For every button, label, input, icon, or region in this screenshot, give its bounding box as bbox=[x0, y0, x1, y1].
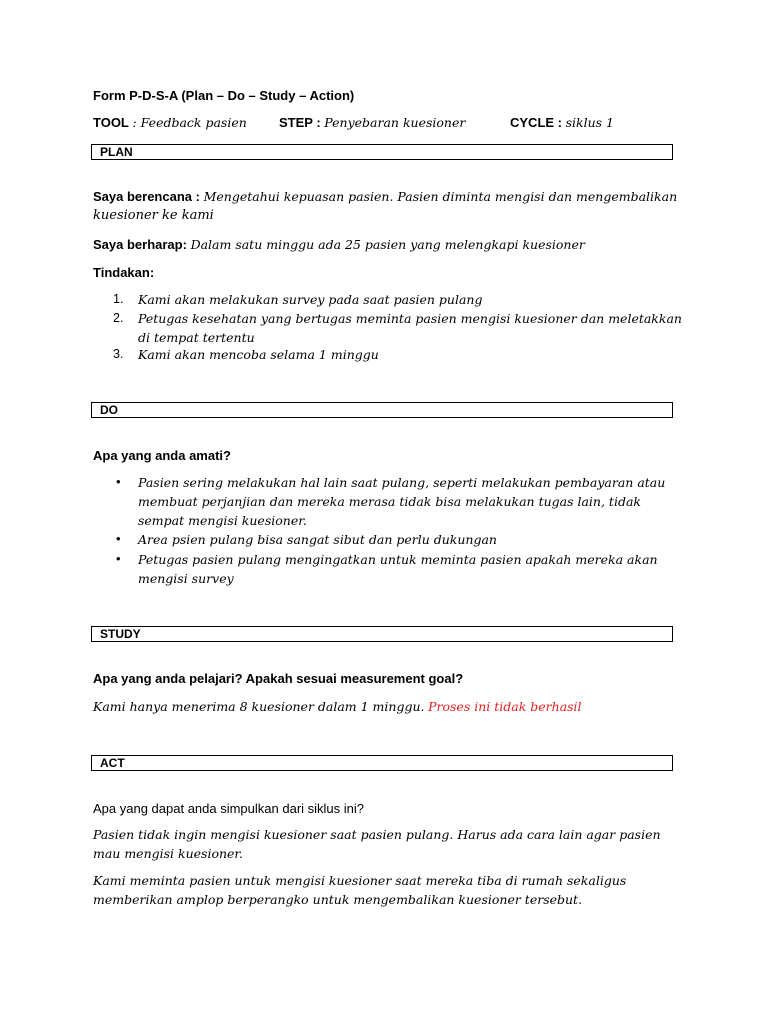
study-section-header bbox=[91, 626, 673, 642]
action-number: 1. bbox=[113, 292, 124, 306]
act-paragraph-1: Pasien tidak ingin mengisi kuesioner saat pasien pulang. Harus ada cara lain agar pasien mau mengisi kuesioner. bbox=[93, 827, 661, 861]
observation-item: Area psien pulang bisa sangat sibut dan perlu dukungan bbox=[138, 532, 497, 547]
do-question: Apa yang anda amati? bbox=[93, 448, 231, 463]
action-item: Kami akan mencoba selama 1 minggu bbox=[138, 347, 379, 362]
do-heading: DO bbox=[100, 403, 118, 417]
study-result-red: Proses ini tidak berhasil bbox=[428, 699, 582, 714]
berharap-label: Saya berharap: bbox=[93, 237, 187, 252]
step-row bbox=[279, 115, 465, 130]
act-heading: ACT bbox=[100, 756, 125, 770]
berharap-line bbox=[93, 235, 585, 254]
cycle-label: CYCLE : bbox=[510, 115, 562, 130]
observation-item: Pasien sering melakukan hal lain saat pulang, seperti melakukan pembayaran atau membuat perjanjian dan mereka merasa tidak bisa melakukan tugas lain, tidak sempat mengisi kuesioner. bbox=[138, 475, 666, 528]
observation-item: Petugas pasien pulang mengingatkan untuk meminta pasien apakah mereka akan mengisi survey bbox=[138, 552, 658, 586]
action-number: 2. bbox=[113, 311, 124, 325]
cycle-row bbox=[510, 115, 614, 130]
study-question: Apa yang anda pelajari? Apakah sesuai measurement goal? bbox=[93, 671, 464, 686]
step-label: STEP : bbox=[279, 115, 321, 130]
plan-section-header bbox=[91, 144, 673, 160]
tindakan-label: Tindakan: bbox=[93, 265, 155, 280]
study-answer: Kami hanya menerima 8 kuesioner dalam 1 minggu. bbox=[93, 699, 425, 714]
act-question: Apa yang dapat anda simpulkan dari siklus ini? bbox=[93, 801, 365, 816]
berencana-continuation: kuesioner ke kami bbox=[93, 208, 214, 223]
berencana-line bbox=[93, 187, 677, 206]
bullet-icon: • bbox=[116, 551, 121, 566]
action-number: 3. bbox=[113, 347, 124, 361]
do-section-header bbox=[91, 402, 673, 418]
berencana-value: Mengetahui kepuasan pasien. Pasien diminta mengisi dan mengembalikan bbox=[203, 189, 678, 204]
form-title: Form P-D-S-A (Plan – Do – Study – Action) bbox=[93, 88, 355, 103]
act-section-header bbox=[91, 755, 673, 771]
berharap-value: Dalam satu minggu ada 25 pasien yang melengkapi kuesioner bbox=[190, 237, 585, 252]
berencana-label: Saya berencana : bbox=[93, 189, 200, 204]
tool-value: : Feedback pasien bbox=[132, 115, 247, 130]
study-heading: STUDY bbox=[100, 627, 141, 641]
study-answer-line bbox=[93, 697, 582, 716]
tool-row bbox=[93, 115, 247, 130]
cycle-value: siklus 1 bbox=[565, 115, 615, 130]
plan-heading: PLAN bbox=[100, 145, 133, 159]
step-value: Penyebaran kuesioner bbox=[324, 115, 466, 130]
action-item: Kami akan melakukan survey pada saat pasien pulang bbox=[138, 292, 483, 307]
bullet-icon: • bbox=[116, 531, 121, 546]
bullet-icon: • bbox=[116, 474, 121, 489]
action-item: Petugas kesehatan yang bertugas meminta pasien mengisi kuesioner dan meletakkan di tempat tertentu bbox=[138, 311, 682, 345]
tool-label: TOOL bbox=[93, 115, 129, 130]
act-paragraph-2: Kami meminta pasien untuk mengisi kuesioner saat mereka tiba di rumah sekaligus memberikan amplop berperangko untuk mengembalikan kuesioner tersebut. bbox=[93, 873, 627, 907]
